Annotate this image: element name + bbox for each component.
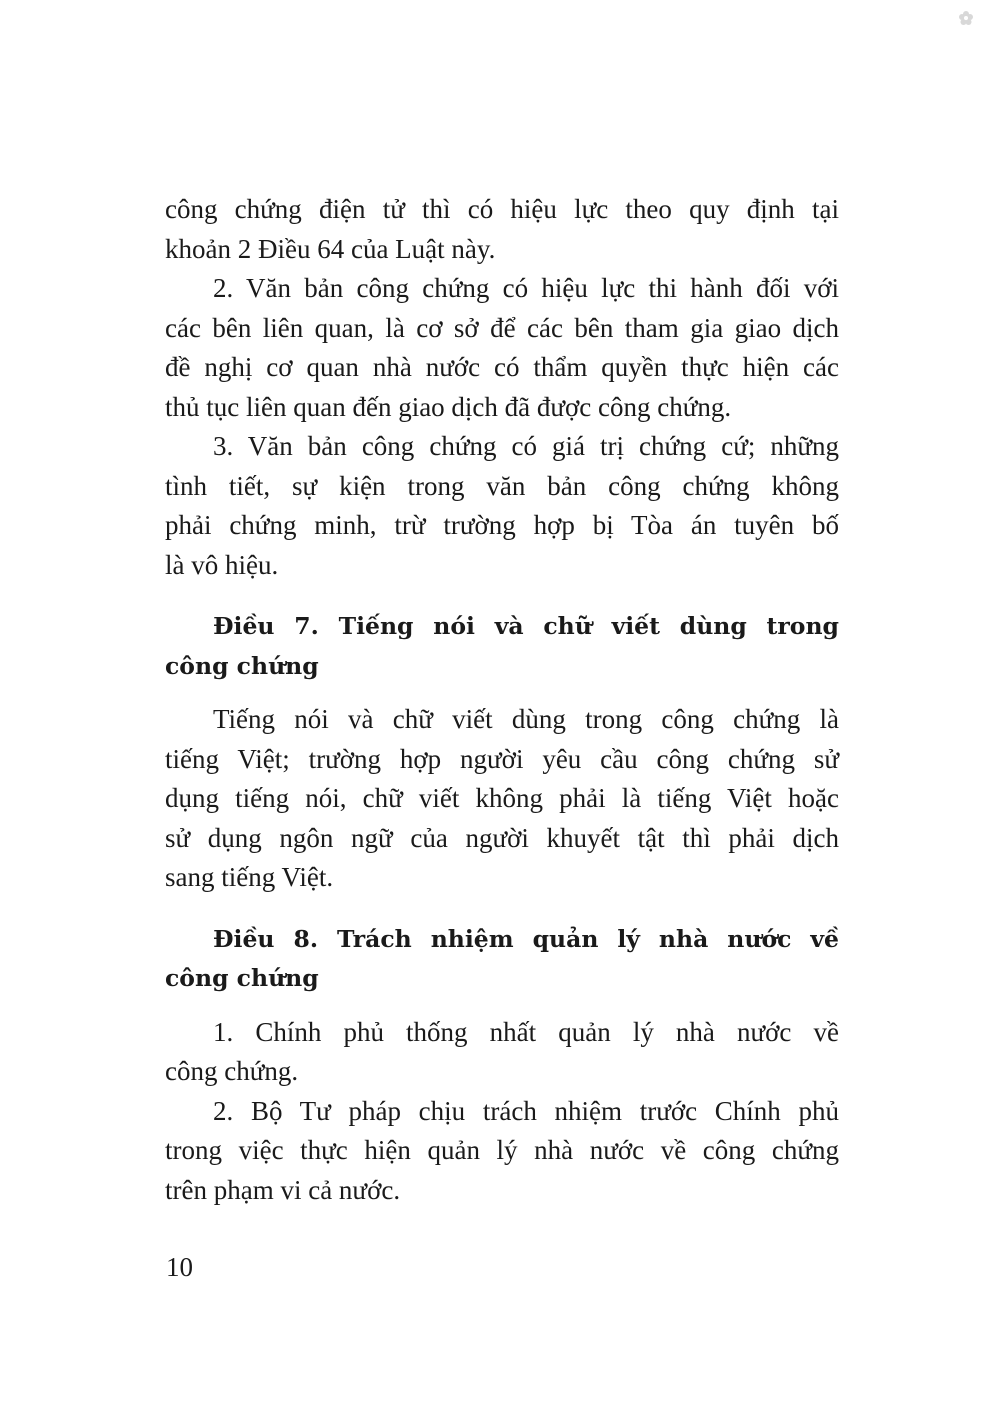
paragraph-continuation	[165, 190, 839, 269]
flower-icon	[958, 10, 974, 26]
document-page	[165, 190, 839, 1210]
text-line: là vô hiệu.	[165, 549, 279, 580]
text-line: công chứng.	[165, 1056, 299, 1086]
text-line: các bên liên quan, là cơ sở để các bên tham gia giao dịch	[165, 312, 839, 343]
article-8-clause-2	[165, 1092, 839, 1211]
text-line: phải chứng minh, trừ trường hợp bị Tòa án tuyên bố	[165, 510, 839, 540]
paragraph-clause-2	[165, 269, 839, 427]
text-line: đề nghị cơ quan nhà nước có thẩm quyền thực hiện các	[165, 352, 839, 382]
text-line: trong việc thực hiện quản lý nhà nước về công chứng	[165, 1135, 839, 1165]
text-line: dụng tiếng nói, chữ viết không phải là tiếng Việt hoặc	[165, 783, 839, 813]
text-line: 2. Bộ Tư pháp chịu trách nhiệm trước Chính phủ	[213, 1095, 839, 1126]
text-line: 1. Chính phủ thống nhất quản lý nhà nước về	[213, 1016, 839, 1047]
article-8-clause-1	[165, 1013, 839, 1092]
heading-line: công chứng	[165, 964, 319, 992]
heading-line: Điều 7. Tiếng nói và chữ viết dùng trong	[213, 612, 839, 640]
text-line: sang tiếng Việt.	[165, 862, 334, 892]
text-line: Tiếng nói và chữ viết dùng trong công chứng là	[213, 704, 839, 734]
article-7-heading	[165, 607, 839, 686]
text-line: thủ tục liên quan đến giao dịch đã được công chứng.	[165, 391, 732, 422]
paragraph-clause-3	[165, 427, 839, 585]
text-line: công chứng điện tử thì có hiệu lực theo quy định tại	[165, 194, 839, 224]
text-line: khoản 2 Điều 64 của Luật này.	[165, 233, 496, 264]
text-line: 3. Văn bản công chứng có giá trị chứng cứ; những	[213, 431, 839, 461]
heading-line: công chứng	[165, 651, 319, 680]
text-line: tiếng Việt; trường hợp người yêu cầu công chứng sử	[165, 743, 839, 774]
text-line: 2. Văn bản công chứng có hiệu lực thi hành đối với	[213, 273, 839, 303]
article-7-body	[165, 700, 839, 898]
heading-line: Điều 8. Trách nhiệm quản lý nhà nước về	[213, 924, 839, 953]
article-8-heading	[165, 920, 839, 999]
text-line: tình tiết, sự kiện trong văn bản công chứng không	[165, 470, 839, 501]
text-line: trên phạm vi cả nước.	[165, 1174, 401, 1205]
page-number: 10	[166, 1252, 193, 1282]
text-line: sử dụng ngôn ngữ của người khuyết tật thì phải dịch	[165, 822, 839, 853]
